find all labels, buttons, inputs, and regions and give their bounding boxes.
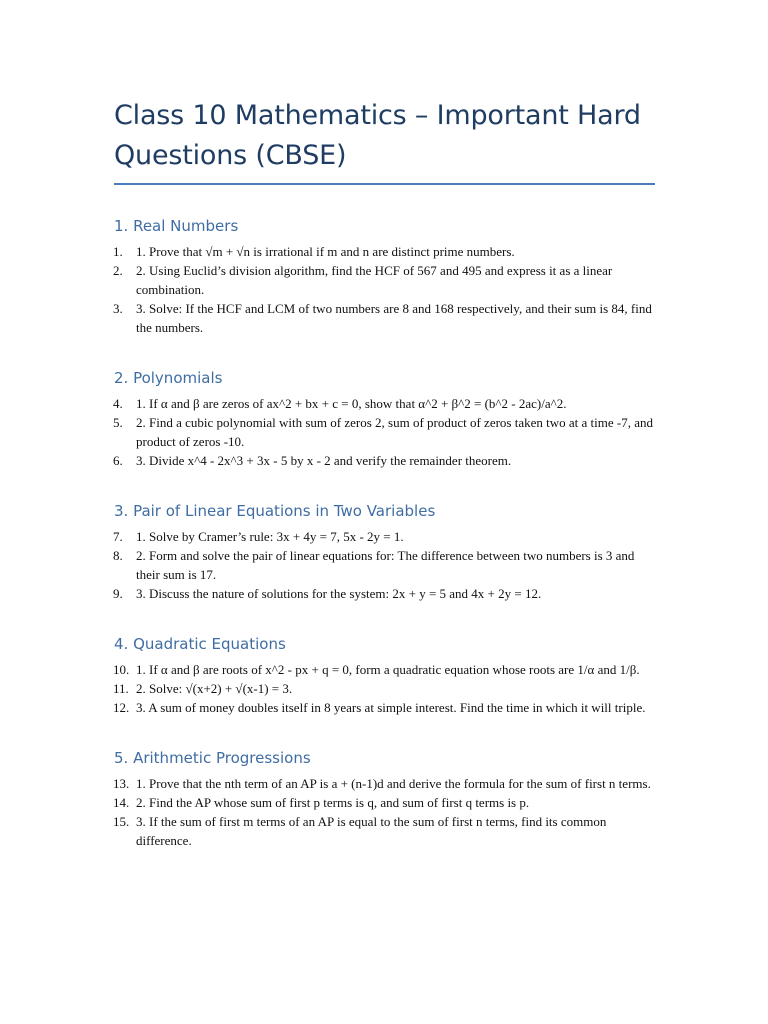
question-text: 3. Discuss the nature of solutions for the system: 2x + y = 5 and 4x + 2y = 12. bbox=[136, 586, 542, 601]
question-item bbox=[114, 527, 655, 546]
question-number: 8. bbox=[113, 548, 123, 563]
sections-container bbox=[114, 216, 655, 850]
question-number: 11. bbox=[113, 681, 129, 696]
question-item bbox=[114, 546, 655, 584]
question-text: 2. Solve: √(x+2) + √(x-1) = 3. bbox=[136, 681, 293, 696]
section-5 bbox=[114, 748, 655, 850]
question-text: 1. If α and β are roots of x^2 - px + q = 0, form a quadratic equation whose roots are 1/α and 1/β. bbox=[136, 662, 640, 677]
document-title: Class 10 Mathematics – Important Hard Questions (CBSE) bbox=[114, 100, 641, 171]
question-number: 12. bbox=[113, 700, 130, 715]
section-3 bbox=[114, 501, 655, 603]
question-item bbox=[114, 679, 655, 698]
question-number: 4. bbox=[113, 396, 123, 411]
section-heading: 4. Quadratic Equations bbox=[114, 635, 286, 653]
title-divider bbox=[114, 183, 655, 185]
question-text: 3. Divide x^4 - 2x^3 + 3x - 5 by x - 2 and verify the remainder theorem. bbox=[136, 453, 512, 468]
question-text: 3. If the sum of first m terms of an AP is equal to the sum of first n terms, find its common difference. bbox=[136, 814, 607, 848]
question-number: 15. bbox=[113, 814, 130, 829]
question-number: 7. bbox=[113, 529, 123, 544]
section-2 bbox=[114, 368, 655, 470]
question-text: 1. If α and β are zeros of ax^2 + bx + c = 0, show that α^2 + β^2 = (b^2 - 2ac)/a^2. bbox=[136, 396, 567, 411]
question-text: 3. A sum of money doubles itself in 8 years at simple interest. Find the time in which it will triple. bbox=[136, 700, 646, 715]
document-page bbox=[114, 96, 655, 850]
question-number: 10. bbox=[113, 662, 130, 677]
question-item bbox=[114, 774, 655, 793]
question-text: 2. Form and solve the pair of linear equations for: The difference between two numbers is 3 and their sum is 17. bbox=[136, 548, 635, 582]
question-list bbox=[114, 527, 655, 603]
question-list bbox=[114, 774, 655, 850]
question-number: 14. bbox=[113, 795, 130, 810]
question-number: 9. bbox=[113, 586, 123, 601]
question-text: 3. Solve: If the HCF and LCM of two numbers are 8 and 168 respectively, and their sum is 84, find the numbers. bbox=[136, 301, 652, 335]
question-item bbox=[114, 698, 655, 717]
question-item bbox=[114, 660, 655, 679]
question-item bbox=[114, 812, 655, 850]
question-number: 13. bbox=[113, 776, 130, 791]
question-number: 3. bbox=[113, 301, 123, 316]
question-list bbox=[114, 394, 655, 470]
question-text: 2. Find the AP whose sum of first p terms is q, and sum of first q terms is p. bbox=[136, 795, 530, 810]
question-item bbox=[114, 584, 655, 603]
question-text: 1. Prove that √m + √n is irrational if m and n are distinct prime numbers. bbox=[136, 244, 515, 259]
question-number: 2. bbox=[113, 263, 123, 278]
question-text: 1. Prove that the nth term of an AP is a + (n-1)d and derive the formula for the sum of first n terms. bbox=[136, 776, 651, 791]
question-text: 2. Find a cubic polynomial with sum of zeros 2, sum of product of zeros taken two at a time -7, and product of zeros -10. bbox=[136, 415, 653, 449]
question-list bbox=[114, 660, 655, 717]
section-heading: 2. Polynomials bbox=[114, 369, 223, 387]
section-heading: 3. Pair of Linear Equations in Two Variables bbox=[114, 502, 436, 520]
question-item bbox=[114, 413, 655, 451]
question-list bbox=[114, 242, 655, 337]
question-item bbox=[114, 793, 655, 812]
question-item bbox=[114, 394, 655, 413]
question-item bbox=[114, 261, 655, 299]
question-text: 2. Using Euclid’s division algorithm, find the HCF of 567 and 495 and express it as a linear combination. bbox=[136, 263, 613, 297]
question-item bbox=[114, 299, 655, 337]
section-heading: 1. Real Numbers bbox=[114, 217, 239, 235]
question-text: 1. Solve by Cramer’s rule: 3x + 4y = 7, 5x - 2y = 1. bbox=[136, 529, 404, 544]
question-number: 5. bbox=[113, 415, 123, 430]
section-4 bbox=[114, 634, 655, 717]
section-1 bbox=[114, 216, 655, 337]
question-number: 1. bbox=[113, 244, 123, 259]
question-item bbox=[114, 242, 655, 261]
question-number: 6. bbox=[113, 453, 123, 468]
question-item bbox=[114, 451, 655, 470]
section-heading: 5. Arithmetic Progressions bbox=[114, 749, 311, 767]
